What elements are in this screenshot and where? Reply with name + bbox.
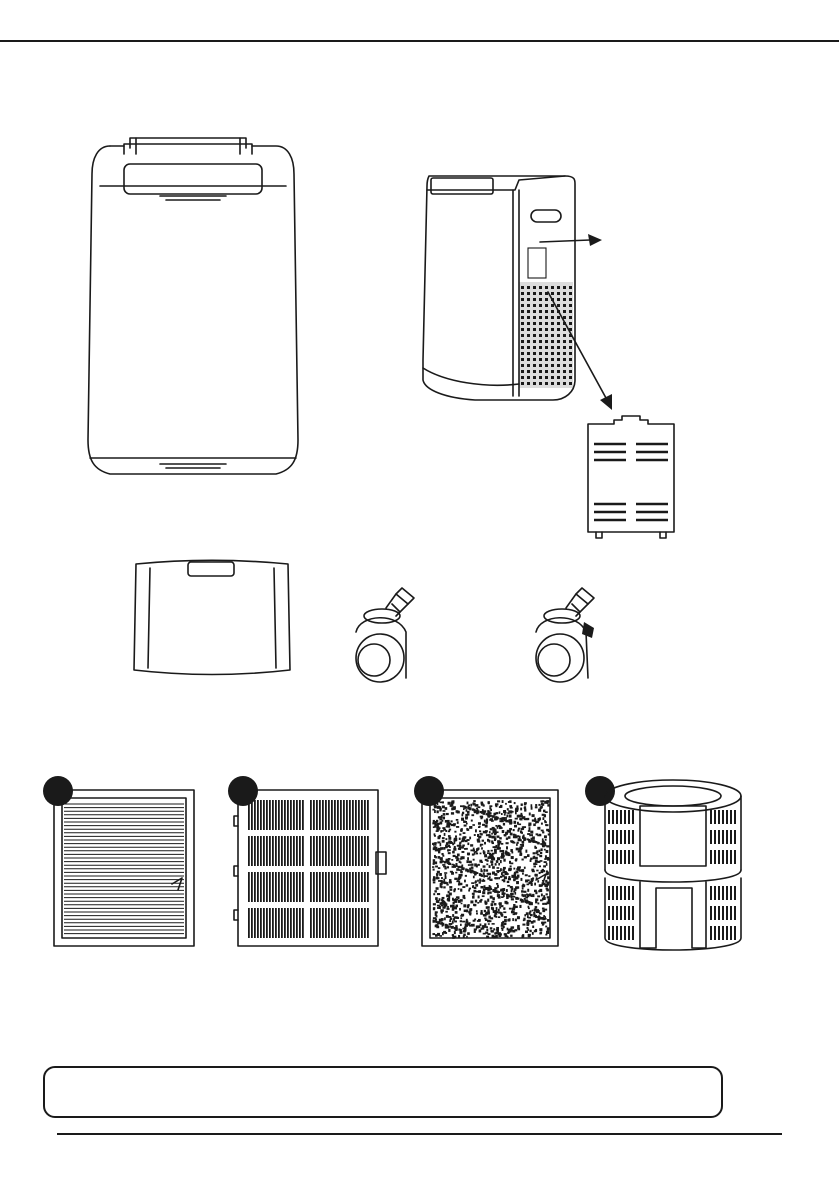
back-cover-illustration (584, 414, 680, 544)
caster-wheel-lock-illustration (522, 582, 612, 687)
filter-cover-illustration (128, 558, 296, 680)
pre-filter-illustration (52, 788, 196, 948)
caster-wheel-illustration (346, 582, 426, 687)
cylindrical-filter-illustration (600, 778, 746, 950)
hepa-filter-illustration (234, 786, 390, 948)
carbon-filter-illustration (420, 788, 560, 948)
bottom-rule (57, 1133, 782, 1135)
note-box (43, 1066, 723, 1118)
